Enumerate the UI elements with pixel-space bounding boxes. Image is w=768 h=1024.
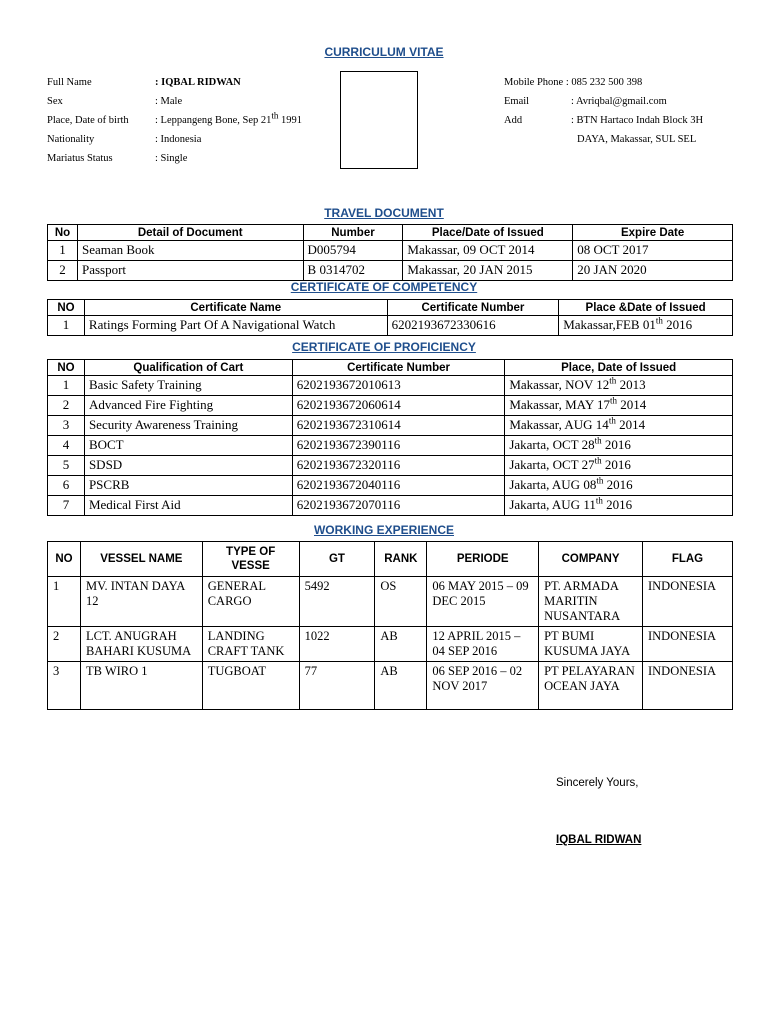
contact-info — [504, 73, 744, 149]
table-row: 2 LCT. ANUGRAH BAHARI KUSUMA LANDING CRAFT TANK 1022 AB 12 APRIL 2015 – 04 SEP 2016 PT BUMI KUSUMA JAYA INDONESIA — [48, 627, 733, 662]
address-row-2: DAYA, Makassar, SUL SEL — [577, 134, 697, 145]
proficiency-table — [47, 359, 733, 516]
experience-header: FLAG — [642, 542, 732, 577]
experience-header: GT — [299, 542, 375, 577]
competency-table — [47, 299, 733, 336]
full-name-value: : IQBAL RIDWAN — [155, 77, 241, 88]
experience-header: VESSEL NAME — [80, 542, 202, 577]
marital-label: Mariatus Status — [47, 153, 113, 164]
address-row: Add : BTN Hartaco Indah Block 3H — [504, 115, 704, 126]
page-title: CURRICULUM VITAE — [324, 45, 444, 59]
proficiency-header: Certificate Number — [292, 360, 505, 376]
table-row: 2 Passport B 0314702 Makassar, 20 JAN 2015 20 JAN 2020 — [48, 261, 733, 281]
competency-header: Place &Date of Issued — [559, 300, 733, 316]
table-row: 5 SDSD 6202193672320116 Jakarta, OCT 27th 2016 — [48, 456, 733, 476]
sex-value: : Male — [155, 96, 183, 107]
proficiency-header: NO — [48, 360, 85, 376]
table-row: 2 Advanced Fire Fighting 6202193672060614 Makassar, MAY 17th 2014 — [48, 396, 733, 416]
travel-header: Number — [303, 225, 403, 241]
nationality-value: : Indonesia — [155, 134, 202, 145]
table-row: 1 Basic Safety Training 6202193672010613 Makassar, NOV 12th 2013 — [48, 376, 733, 396]
experience-header: COMPANY — [539, 542, 643, 577]
pob-label: Place, Date of birth — [47, 115, 129, 126]
proficiency-title: CERTIFICATE OF PROFICIENCY — [292, 340, 476, 354]
travel-header: Detail of Document — [77, 225, 303, 241]
signature-name: IQBAL RIDWAN — [556, 834, 642, 846]
travel-header: Expire Date — [573, 225, 733, 241]
email-row: Email : Avriqbal@gmail.com — [504, 96, 667, 107]
nationality-label: Nationality — [47, 134, 95, 145]
experience-header: RANK — [375, 542, 427, 577]
table-row: 6 PSCRB 6202193672040116 Jakarta, AUG 08th 2016 — [48, 476, 733, 496]
travel-header: No — [48, 225, 78, 241]
closing-salutation: Sincerely Yours, — [556, 777, 639, 789]
table-row: 7 Medical First Aid 6202193672070116 Jakarta, AUG 11th 2016 — [48, 496, 733, 516]
table-row: 4 BOCT 6202193672390116 Jakarta, OCT 28th 2016 — [48, 436, 733, 456]
travel-header: Place/Date of Issued — [403, 225, 573, 241]
proficiency-header: Place, Date of Issued — [505, 360, 733, 376]
pob-value: : Leppangeng Bone, Sep 21th 1991 — [155, 110, 302, 126]
table-row: 3 TB WIRO 1 TUGBOAT 77 AB 06 SEP 2016 – 02 NOV 2017 PT PELAYARAN OCEAN JAYA INDONESIA — [48, 662, 733, 710]
personal-labels — [47, 73, 157, 168]
table-row: 1 MV. INTAN DAYA 12 GENERAL CARGO 5492 OS 06 MAY 2015 – 09 DEC 2015 PT. ARMADA MARITIN NUSANTARA INDONESIA — [48, 577, 733, 627]
marital-value: : Single — [155, 153, 188, 164]
travel-table — [47, 224, 733, 281]
full-name-label: Full Name — [47, 77, 92, 88]
table-row: 3 Security Awareness Training 6202193672310614 Makassar, AUG 14th 2014 — [48, 416, 733, 436]
photo-box — [340, 71, 418, 169]
table-row: 1 Ratings Forming Part Of A Navigational Watch 6202193672330616 Makassar,FEB 01th 2016 — [48, 316, 733, 336]
experience-header: PERIODE — [427, 542, 539, 577]
sex-label: Sex — [47, 96, 63, 107]
mobile-phone: Mobile Phone : 085 232 500 398 — [504, 77, 643, 88]
table-row: 1 Seaman Book D005794 Makassar, 09 OCT 2014 08 OCT 2017 — [48, 241, 733, 261]
competency-header: Certificate Number — [387, 300, 559, 316]
travel-title: TRAVEL DOCUMENT — [324, 206, 444, 220]
competency-header: NO — [48, 300, 85, 316]
experience-header: NO — [48, 542, 81, 577]
competency-header: Certificate Name — [84, 300, 387, 316]
experience-table — [47, 541, 733, 710]
proficiency-header: Qualification of Cart — [84, 360, 292, 376]
experience-header: TYPE OF VESSE — [202, 542, 299, 577]
personal-values — [155, 73, 340, 168]
experience-title: WORKING EXPERIENCE — [313, 523, 454, 537]
competency-title: CERTIFICATE OF COMPETENCY — [290, 280, 478, 294]
